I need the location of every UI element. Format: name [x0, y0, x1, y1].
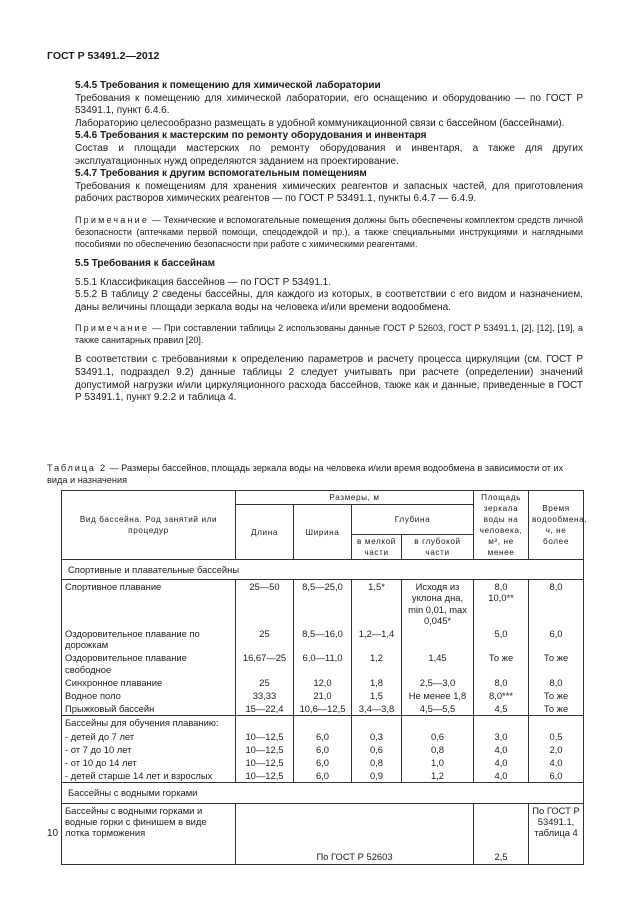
table-cell — [402, 627, 474, 651]
table-cell: 6,0 — [529, 627, 584, 651]
table-caption-label: Таблица 2 — [47, 463, 107, 473]
table-cell: 10—12,5 — [236, 730, 294, 743]
section-title: 5.5 Требования к бассейнам — [75, 257, 215, 269]
table-cell: То же — [529, 702, 584, 716]
table-cell: 6,0 — [294, 769, 352, 783]
table-row — [62, 580, 584, 627]
table-body — [62, 560, 584, 865]
table-row — [62, 689, 584, 702]
table-cell: 0,3 — [352, 730, 402, 743]
table-cell: Водное поло — [62, 689, 236, 702]
table-cell: 25 — [236, 676, 294, 689]
note-text: — Технические и вспомогательные помещения должны быть обеспечены комплектом средств личной безопасности (аптечками первой помощи, спецодеждой и пр.), а также специальными инструкциями и наглядными пособиями по обеспечению безопасности при работе с химическими реагентами. — [75, 214, 583, 249]
header-depth: Глубина — [352, 505, 474, 535]
table-cell: 8,0 10,0** — [474, 580, 529, 627]
paragraph: 5.5.2 В таблицу 2 сведены бассейны, для каждого из которых, в соответствии с его видом и назначением, даны величины площади зеркала воды на человека и/или времени водообмена. — [75, 289, 583, 313]
table-cell: 8,0 — [529, 676, 584, 689]
table-cell — [294, 716, 352, 730]
table-row — [62, 743, 584, 756]
table-cell: 5,0 — [474, 627, 529, 651]
table-cell — [236, 716, 294, 730]
table-cell — [402, 716, 474, 730]
table-cell: - от 7 до 10 лет — [62, 743, 236, 756]
table-cell: 6,0—11,0 — [294, 651, 352, 675]
table-cell: 3,4—3,8 — [352, 702, 402, 716]
header-length: Длина — [236, 505, 294, 560]
paragraph: Требования к помещениям для хранения химических реагентов и запасных частей, для приготовления рабочих растворов химических реагентов — по ГОСТ Р 53491.1, пункты 6.4.7 — 6.4.9. — [75, 180, 583, 205]
table-cell: 2,5 — [474, 803, 529, 864]
table-row — [62, 676, 584, 689]
table-cell: 16,67—25 — [236, 651, 294, 675]
table-cell: 10,6—12,5 — [294, 702, 352, 716]
table-cell: Исходя из уклона дна, min 0,01, max 0,045* — [402, 580, 474, 627]
note-label: Примечание — [75, 323, 150, 334]
note-label: Примечание — [75, 214, 150, 225]
table-cell: 10—12,5 — [236, 743, 294, 756]
header-dims: Размеры, м — [236, 491, 474, 505]
table-group-row — [62, 560, 584, 580]
table-cell: 4,0 — [529, 756, 584, 769]
table-cell: 8,5—25,0 — [294, 580, 352, 627]
section-title: 5.4.5 Требования к помещению для химической лаборатории — [75, 80, 381, 91]
section-title: 5.4.6 Требования к мастерским по ремонту оборудования и инвентаря — [75, 130, 427, 142]
paragraph: Требования к помещению для химической лаборатории, его оснащению и оборудованию — по ГОСТ Р 53491.1, пункт 6.4.6. — [75, 92, 583, 117]
table-cell: По ГОСТ Р 52603 — [236, 803, 474, 864]
table-cell: 6,0 — [529, 769, 584, 783]
table-cell: 10—12,5 — [236, 756, 294, 769]
table-cell: 1,0 — [402, 756, 474, 769]
table-cell: Спортивное плавание — [62, 580, 236, 627]
note — [75, 322, 583, 346]
table-cell: 4,0 — [474, 756, 529, 769]
table-cell: 1,5 — [352, 689, 402, 702]
section-title: 5.4.7 Требования к другим вспомогательным помещениям — [75, 168, 367, 180]
table-cell: Прыжковый бассейн — [62, 702, 236, 716]
paragraph: Лабораторию целесообразно размещать в удобной коммуникационной связи с бассейном (бассейнами). — [75, 117, 565, 129]
table-row — [62, 702, 584, 716]
table-cell: 4,5—5,5 — [402, 702, 474, 716]
note — [75, 214, 583, 250]
table-cell: 33,33 — [236, 689, 294, 702]
section-5-4-5 — [75, 80, 583, 405]
table-row — [62, 716, 584, 730]
table-row — [62, 756, 584, 769]
table-cell: 1,5* — [352, 580, 402, 627]
table-cell: 1,45 — [402, 651, 474, 675]
table-cell: 4,0 — [474, 743, 529, 756]
table-cell: 1,2 — [352, 651, 402, 675]
table-cell: 15—22,4 — [236, 702, 294, 716]
table-cell: 2,5—3,0 — [402, 676, 474, 689]
table-cell: 6,0 — [294, 730, 352, 743]
table-cell: - детей до 7 лет — [62, 730, 236, 743]
table-row — [62, 730, 584, 743]
table-cell — [529, 716, 584, 730]
table-cell: Оздоровительное плавание по дорожкам — [62, 627, 236, 651]
table-cell: 1,8 — [352, 676, 402, 689]
table-cell: То же — [474, 651, 529, 675]
table-cell: Спортивные и плавательные бассейны — [62, 560, 584, 580]
page-number: 10 — [47, 828, 59, 839]
table-cell: То же — [529, 651, 584, 675]
table-cell: 0,5 — [529, 730, 584, 743]
table-cell: Бассейны с водными горками и водные горки с финишем в виде лотка торможения — [62, 803, 236, 864]
header-width: Ширина — [294, 505, 352, 560]
table-cell: 1,2 — [402, 769, 474, 783]
header-shallow: в мелкой части — [352, 535, 402, 560]
table-cell: 21,0 — [294, 689, 352, 702]
table-cell: 4,5 — [474, 702, 529, 716]
header-type: Вид бассейна. Род занятий или процедур — [62, 491, 236, 560]
table-cell: 8,0 — [474, 676, 529, 689]
table-cell: 0,8 — [352, 756, 402, 769]
note-text: — При составлении таблицы 2 использованы данные ГОСТ Р 52603, ГОСТ Р 53491.1, [2], [12], [19], а также санитарных правил [20]. — [75, 323, 583, 346]
table-row — [62, 803, 584, 864]
table-cell: 0,9 — [352, 769, 402, 783]
table-cell: 0,6 — [352, 743, 402, 756]
table-cell: Бассейны с водными горками — [62, 783, 584, 803]
table-cell: Бассейны для обучения плаванию: — [62, 716, 236, 730]
table-cell: 8,5—16,0 — [294, 627, 352, 651]
table-cell: 12,0 — [294, 676, 352, 689]
table-group-row — [62, 783, 584, 803]
table-cell: 0,8 — [402, 743, 474, 756]
table-cell: То же — [529, 689, 584, 702]
table-cell — [474, 716, 529, 730]
table-cell: 10—12,5 — [236, 769, 294, 783]
paragraph: 5.5.1 Классификация бассейнов — по ГОСТ Р 53491.1. — [75, 276, 332, 288]
table-cell: Синхронное плавание — [62, 676, 236, 689]
paragraph: В соответствии с требованиями к определению параметров и расчету процесса циркуляции (см. ГОСТ Р 53491.1, подраздел 9.2) данные таблицы 2 следует учитывать при расчете (определении) значений допустимой нагрузки и/или циркуляционного расхода бассейнов, также как и данные, приведенные в ГОСТ Р 53491.1, пункт 9.2.2 и таблица 4. — [75, 354, 583, 404]
table-cell: 6,0 — [294, 756, 352, 769]
table-cell: 25 — [236, 627, 294, 651]
table-cell: 25—50 — [236, 580, 294, 627]
table-cell: 0,6 — [402, 730, 474, 743]
table-cell: Не менее 1,8 — [402, 689, 474, 702]
pools-table — [61, 490, 588, 865]
table-cell: 6,0 — [294, 743, 352, 756]
table-row — [62, 769, 584, 783]
header-area: Площадь зеркала воды на человека, м², не менее — [474, 491, 529, 560]
table-cell: 2,0 — [529, 743, 584, 756]
table-caption-text: — Размеры бассейнов, площадь зеркала воды на человека и/или время водообмена в зависимости от их вида и назначения — [47, 463, 564, 485]
table-cell: - детей старше 14 лет и взрослых — [62, 769, 236, 783]
header-deep: в глубокой части — [402, 535, 474, 560]
document-header: ГОСТ Р 53491.2—2012 — [47, 50, 160, 62]
table-cell — [352, 716, 402, 730]
table-row — [62, 651, 584, 675]
table-cell: 1,2—1,4 — [352, 627, 402, 651]
table-cell: - от 10 до 14 лет — [62, 756, 236, 769]
table-cell: 4,0 — [474, 769, 529, 783]
table-cell: 8,0 — [529, 580, 584, 627]
table-row — [62, 627, 584, 651]
table-cell: 8,0*** — [474, 689, 529, 702]
paragraph: Состав и площади мастерских по ремонту оборудования и инвентаря, а также для других эксплуатационных нужд определяются заданием на проектирование. — [75, 142, 583, 167]
header-time: Время водообмена, ч, не более — [529, 491, 584, 560]
table-cell: Оздоровительное плавание свободное — [62, 651, 236, 675]
table-cell: По ГОСТ Р 53491.1, таблица 4 — [529, 803, 584, 864]
table-cell: 3,0 — [474, 730, 529, 743]
table-caption — [47, 462, 583, 486]
